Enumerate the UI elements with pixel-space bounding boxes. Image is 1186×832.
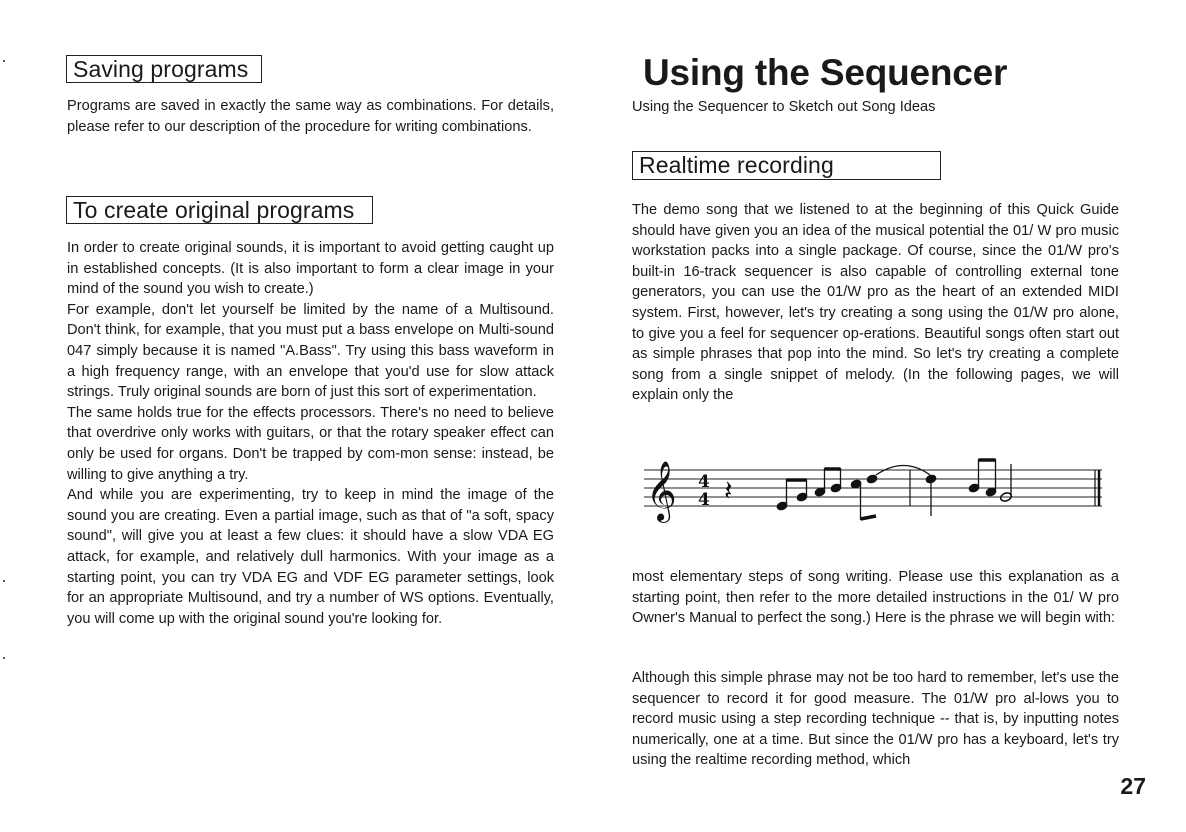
treble-clef-icon: 𝄞: [646, 461, 677, 521]
saving-programs-body: [67, 96, 554, 137]
create-programs-body: [67, 238, 554, 629]
scan-mark: [3, 60, 5, 62]
saving-programs-heading: Saving programs: [66, 55, 262, 83]
scan-mark: [3, 580, 5, 582]
realtime-text-1: The demo song that we listened to at the beginning of this Quick Guide should have given you an idea of the musical potential the 01/ W pro music workstation packs into a single package. Of course, since the 01/W pro's built-in 16-track sequencer is also capable of controlling external tone generators, you can use the 01/W pro as the heart of an extended MIDI system. First, however, let's try creating a song using the 01/W pro alone, to give you a feel for sequencer op-erations. Beautiful songs often start out as simple phrases that pop into the mind. So let's try creating a complete song from a single snippet of melody. (In the following pages, we will explain only the: [632, 202, 1119, 404]
realtime-paragraph-2: [632, 567, 1119, 629]
create-paragraph: For example, don't let yourself be limited by the name of a Multisound. Don't think, for example, that you must put a bass envelope on Multi-sound 047 simply because it is named "A.Bass". Try using this bass waveform in a high frequency range, with an envelope that you'd use for slow attack strings. Truly original sounds are born of just this sort of experimentation.: [67, 301, 554, 401]
melody-staff: [644, 450, 1104, 530]
page-subtitle: Using the Sequencer to Sketch out Song Ideas: [632, 99, 936, 115]
note-beam: [861, 516, 877, 519]
page-title: Using the Sequencer: [643, 52, 1008, 93]
create-programs-heading: To create original programs: [66, 196, 373, 224]
beamed-notes-group-1: [776, 468, 878, 520]
saving-programs-text: Programs are saved in exactly the same way as combinations. For details, please refer to our description of the procedure for writing combinations.: [67, 98, 554, 135]
realtime-paragraph-3: [632, 668, 1119, 771]
create-paragraph: In order to create original sounds, it is important to avoid getting caught up in established concepts. (It is also important to form a clear image in your mind of the sound you wish to create.): [67, 240, 554, 298]
create-paragraph: And while you are experimenting, try to keep in mind the image of the sound you are creating. Even a partial image, such as that of "a soft, spacy sound", will give you at least a few clues: it should have a slow VDA EG attack, for example, and relatively dull harmonics. With your image as a starting point, you can try VDA EG and VDF EG parameter settings, look for an appropriate Multisound, and try a number of WS options. Eventually, you will come up with the original sound you're looking for.: [67, 487, 554, 627]
create-paragraph: The same holds true for the effects processors. There's no need to believe that overdrive only works with guitars, or that the rotary speaker effect can only be used for organs. Don't be trapped by com-mon sense: instead, be willing to give anything a try.: [67, 404, 554, 483]
page-number: 27: [1120, 773, 1146, 799]
realtime-text-2: most elementary steps of song writing. Please use this explanation as a starting point, then refer to the more detailed instructions in the 01/ W pro Owner's Manual to perfect the song.) Here is the phrase we will begin with:: [632, 569, 1119, 627]
realtime-recording-heading: Realtime recording: [632, 151, 941, 180]
time-signature-top: 4: [698, 472, 710, 492]
note-head: [866, 474, 878, 484]
realtime-text-3: Although this simple phrase may not be too hard to remember, let's use the sequencer to record it for good measure. The 01/W pro al-lows you to record music using a step recording technique -- that is, by inputting notes numerically, one at a time. But since the 01/W pro has a keyboard, let's try using the realtime recording method, which: [632, 670, 1119, 769]
quarter-rest-icon: 𝄽: [724, 474, 733, 507]
scan-mark: [3, 657, 5, 659]
realtime-paragraph-1: [632, 200, 1119, 406]
time-signature-bottom: 4: [698, 490, 710, 510]
